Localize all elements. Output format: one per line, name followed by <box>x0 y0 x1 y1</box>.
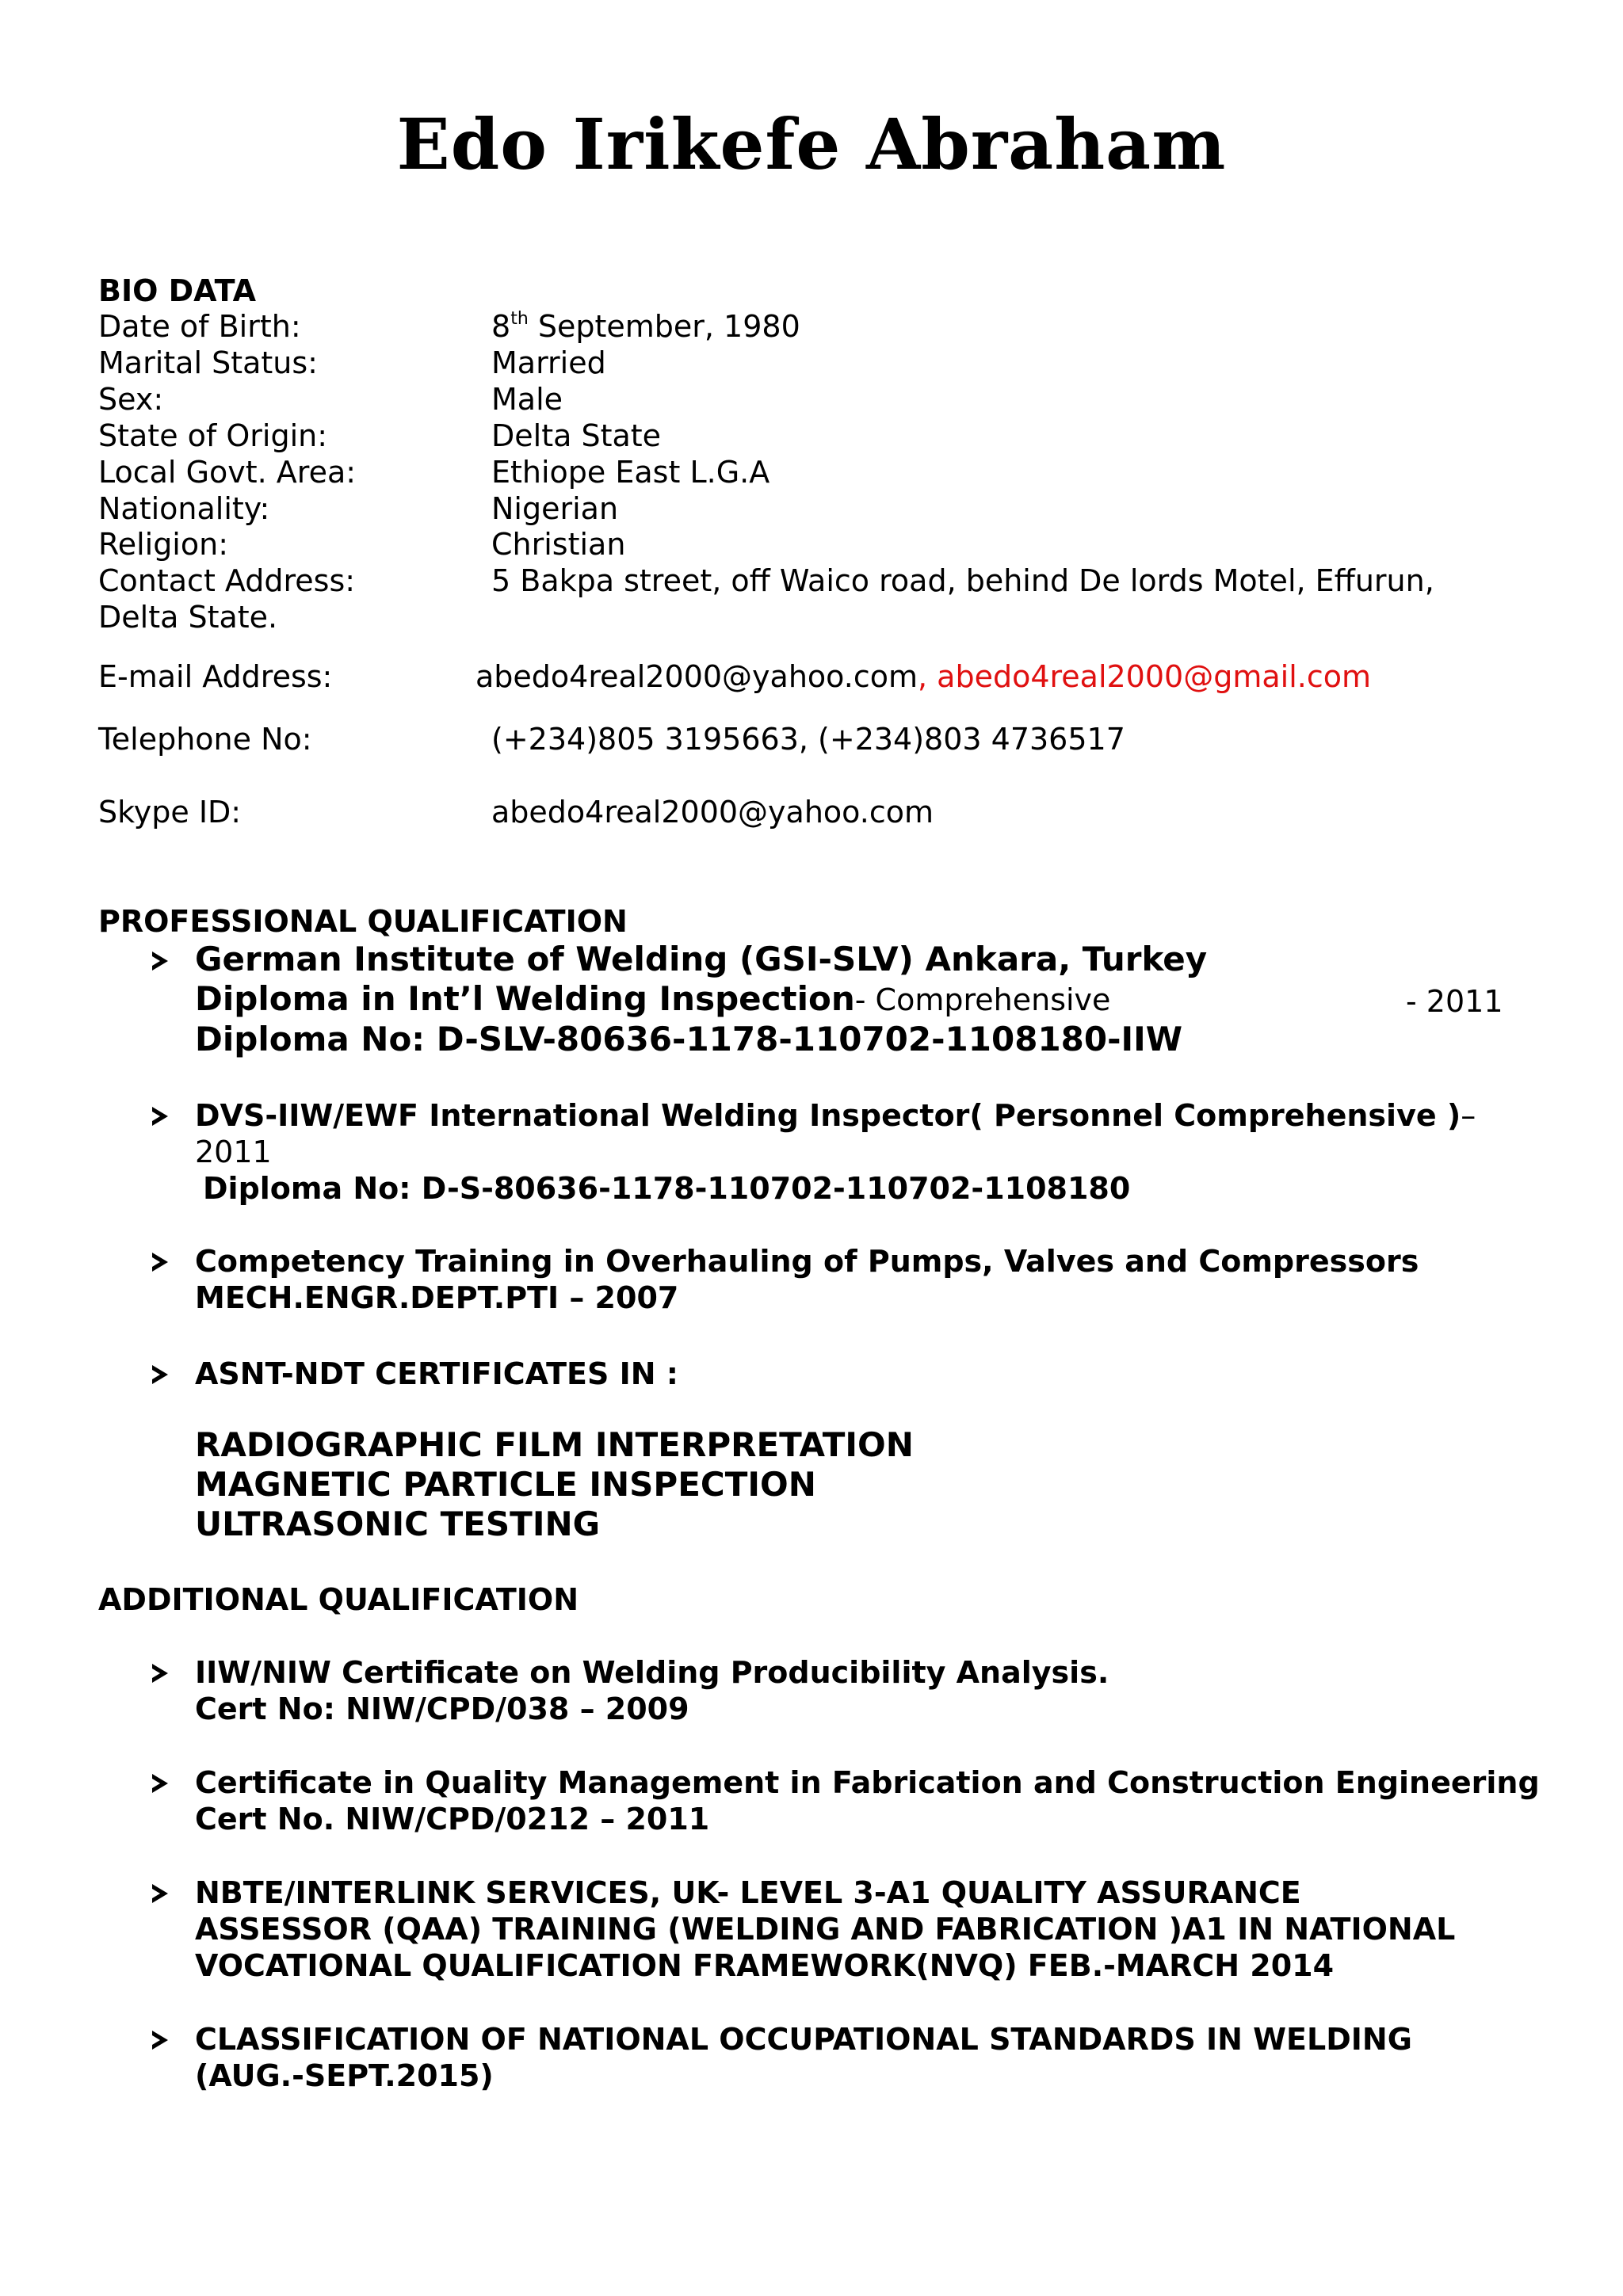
asnt-item: ULTRASONIC TESTING <box>195 1505 601 1543</box>
a3-line-3: VOCATIONAL QUALIFICATION FRAMEWORK(NVQ) FEB.-MARCH 2014 <box>195 1948 1335 1983</box>
a3-line-2: ASSESSOR (QAA) TRAINING (WELDING AND FABRICATION )A1 IN NATIONAL <box>195 1912 1456 1947</box>
address-label: Contact Address: <box>98 563 356 598</box>
phone-value: (+234)805 3195663, (+234)803 4736517 <box>491 722 1125 757</box>
resume-name: Edo Irikefe Abraham <box>396 103 1227 185</box>
arrowhead-bullet-icon <box>152 1664 168 1683</box>
q3-department: MECH.ENGR.DEPT.PTI – 2007 <box>195 1280 679 1315</box>
sex-value: Male <box>491 382 563 417</box>
nationality-value: Nigerian <box>491 491 619 526</box>
address-value: 5 Bakpa street, off Waico road, behind De lords Motel, Effurun, <box>491 563 1434 598</box>
q2-title: DVS-IIW/EWF International Welding Inspector( Personnel Comprehensive )– <box>195 1098 1476 1133</box>
dob-label: Date of Birth: <box>98 309 301 344</box>
address-continuation: Delta State. <box>98 600 278 635</box>
q2-year: 2011 <box>195 1135 272 1169</box>
religion-value: Christian <box>491 527 626 562</box>
marital-label: Marital Status: <box>98 345 318 380</box>
lga-value: Ethiope East L.G.A <box>491 455 770 490</box>
q2-diploma-number: Diploma No: D-S-80636-1178-110702-110702-1108180 <box>203 1171 1131 1206</box>
a2-cert-number: Cert No. NIW/CPD/0212 – 2011 <box>195 1802 710 1836</box>
q1-diploma: Diploma in Int’l Welding Inspection- Comprehensive <box>195 979 1111 1018</box>
professional-qualification-heading: PROFESSIONAL QUALIFICATION <box>98 904 628 939</box>
a1-title: IIW/NIW Certificate on Welding Producibility Analysis. <box>195 1655 1109 1690</box>
origin-label: State of Origin: <box>98 418 328 453</box>
origin-value: Delta State <box>491 418 662 453</box>
skype-value: abedo4real2000@yahoo.com <box>491 795 934 830</box>
arrowhead-bullet-icon <box>152 2031 168 2050</box>
bio-data-heading: BIO DATA <box>98 273 257 308</box>
nationality-label: Nationality: <box>98 491 270 526</box>
additional-qualification-heading: ADDITIONAL QUALIFICATION <box>98 1582 579 1617</box>
q1-institute: German Institute of Welding (GSI-SLV) Ankara, Turkey <box>195 940 1208 978</box>
q3-title: Competency Training in Overhauling of Pumps, Valves and Compressors <box>195 1244 1419 1279</box>
arrowhead-bullet-icon <box>152 1253 168 1272</box>
skype-label: Skype ID: <box>98 795 242 830</box>
arrowhead-bullet-icon <box>152 1774 168 1793</box>
asnt-item: RADIOGRAPHIC FILM INTERPRETATION <box>195 1425 914 1464</box>
dob-value: 8th September, 1980 <box>491 309 800 344</box>
a2-title: Certificate in Quality Management in Fabrication and Construction Engineering <box>195 1765 1540 1800</box>
a4-line-2: (AUG.-SEPT.2015) <box>195 2058 494 2093</box>
a1-cert-number: Cert No: NIW/CPD/038 – 2009 <box>195 1691 689 1726</box>
email-primary[interactable]: abedo4real2000@yahoo.com <box>475 659 918 694</box>
arrowhead-bullet-icon <box>152 1107 168 1126</box>
email-value: abedo4real2000@yahoo.com, abedo4real2000@gmail.com <box>475 659 1371 694</box>
q1-diploma-number: Diploma No: D-SLV-80636-1178-110702-1108180-IIW <box>195 1020 1183 1058</box>
q1-year: - 2011 <box>1406 984 1503 1019</box>
phone-label: Telephone No: <box>98 722 312 757</box>
asnt-item: MAGNETIC PARTICLE INSPECTION <box>195 1465 816 1504</box>
q4-title: ASNT-NDT CERTIFICATES IN : <box>195 1356 678 1391</box>
marital-value: Married <box>491 345 606 380</box>
lga-label: Local Govt. Area: <box>98 455 357 490</box>
sex-label: Sex: <box>98 382 164 417</box>
a4-line-1: CLASSIFICATION OF NATIONAL OCCUPATIONAL STANDARDS IN WELDING <box>195 2022 1412 2057</box>
a3-line-1: NBTE/INTERLINK SERVICES, UK- LEVEL 3-A1 QUALITY ASSURANCE <box>195 1875 1301 1910</box>
arrowhead-bullet-icon <box>152 1365 168 1384</box>
arrowhead-bullet-icon <box>152 952 168 971</box>
arrowhead-bullet-icon <box>152 1884 168 1903</box>
religion-label: Religion: <box>98 527 229 562</box>
email-secondary[interactable]: abedo4real2000@gmail.com <box>937 659 1371 694</box>
email-label: E-mail Address: <box>98 659 333 694</box>
